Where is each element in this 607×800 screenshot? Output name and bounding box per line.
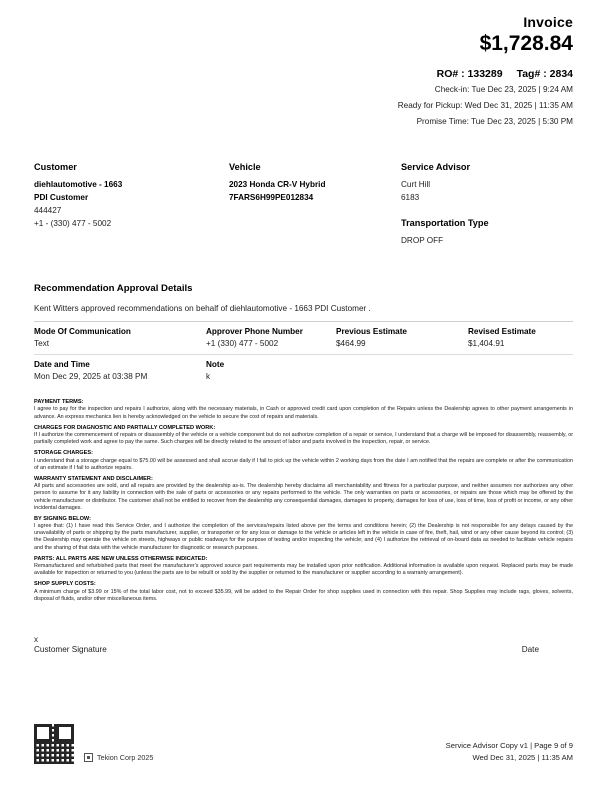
value-mode: Text	[34, 339, 50, 349]
footer-timestamp: Wed Dec 31, 2025 | 11:35 AM	[472, 752, 573, 762]
terms-heading: BY SIGNING BELOW:	[34, 515, 91, 522]
customer-name: diehlautomotive - 1663	[34, 179, 123, 189]
vehicle-title: Vehicle	[229, 161, 261, 172]
footer-copyright: Tekion Corp 2025	[97, 753, 154, 762]
parties-section	[34, 162, 573, 247]
recommendation-table	[34, 322, 573, 387]
col-header-revised-estimate: Revised Estimate	[468, 327, 536, 337]
footer-brand	[84, 753, 153, 762]
customer-block	[34, 162, 229, 247]
advisor-id: 6183	[401, 192, 420, 202]
terms-section	[34, 399, 573, 603]
advisor-title: Service Advisor	[401, 161, 471, 172]
table-row	[34, 371, 573, 387]
customer-id: 444427	[34, 205, 62, 215]
col-header-mode: Mode Of Communication	[34, 327, 131, 337]
value-date-time: Mon Dec 29, 2025 at 03:38 PM	[34, 372, 148, 382]
terms-body: I agree to pay for the inspection and repairs I authorize, along with the necessary materials, in Cash or approved credit card upon completion of the Repairs unless the Dealership agrees to other payment arrangements in advance. An express mechanics lien is hereby acknowledged on the vehicle to secure the cost of repairs and materials.	[34, 406, 573, 420]
col-header-approver-phone: Approver Phone Number	[206, 327, 303, 337]
terms-heading: PARTS: ALL PARTS ARE NEW UNLESS OTHERWISE INDICATED:	[34, 555, 208, 562]
ready-for-pickup-line: Ready for Pickup: Wed Dec 31, 2025 | 11:35 AM	[397, 100, 573, 110]
value-note: k	[206, 372, 211, 382]
transportation-type-value: DROP OFF	[401, 235, 444, 245]
copyright-icon	[84, 753, 93, 762]
signature-label: Customer Signature	[34, 644, 107, 654]
col-header-note: Note	[206, 360, 225, 370]
table-row	[34, 338, 573, 354]
signature-x-mark: x	[34, 634, 38, 644]
advisor-name: Curt Hill	[401, 179, 431, 189]
footer-right	[446, 740, 573, 764]
page-title: Invoice	[523, 14, 573, 30]
col-header-previous-estimate: Previous Estimate	[336, 327, 407, 337]
terms-body: A minimum charge of $3.99 or 15% of the total labor cost, not to exceed $35.99, will be added to the Repair Order for shop supplies used in connection with this repair. Shop Supplies may include rags, gloves, solvents, disposal of fluids, and/or other miscellaneous items.	[34, 588, 573, 602]
terms-heading: STORAGE CHARGES:	[34, 450, 93, 457]
recommendation-summary: Kent Witters approved recommendations on behalf of diehlautomotive - 1663 PDI Customer .	[34, 304, 371, 314]
promise-time-line: Promise Time: Tue Dec 23, 2025 | 5:30 PM	[416, 116, 573, 126]
vehicle-block	[229, 162, 401, 247]
signature-block	[34, 635, 107, 654]
terms-body: Remanufactured and refurbished parts that meet the manufacturer's approved source part requirements may be installed upon prior notification. Additional information is available upon request. Replaced parts may be made available for inspection or returned to you (unless the parts are to be rebuilt or sold by the supplier or returned to the manufacturer or supplier according to a warranty arrangement).	[34, 563, 573, 577]
terms-heading: WARRANTY STATEMENT AND DISCLAIMER:	[34, 475, 153, 482]
value-revised-estimate: $1,404.91	[468, 339, 505, 349]
col-header-date-time: Date and Time	[34, 360, 90, 370]
advisor-block	[401, 162, 573, 247]
table-header-row-2	[34, 355, 573, 372]
footer-copy-line: Service Advisor Copy v1 | Page 9 of 9	[445, 740, 573, 750]
qr-code-icon	[34, 724, 74, 764]
terms-body: I agree that: (1) I have read this Service Order, and I authorize the completion of the services/repairs listed above per the terms and conditions herein; (2) the Dealership is not responsible for any delays caused by the unavailability of parts or shipping by the parts manufacturer, supplier, or transporter or for any loss or damage to the vehicle or articles left in the vehicle in case of fire, theft, hail, wind or any other cause beyond its control; (3) the Dealership may operate the vehicle on streets, highways or public roadways for the purpose of testing and/or inspecting the vehicle; and (4) I authorize the retrieval of on-board data as needed to facilitate vehicle repairs and the sharing of that data with the vehicle manufacturer for diagnostic or research purposes.	[34, 523, 573, 551]
tag-number: Tag# : 2834	[516, 68, 573, 80]
recommendation-title: Recommendation Approval Details	[34, 283, 193, 295]
signature-date-label: Date	[521, 644, 539, 654]
checkin-line: Check-in: Tue Dec 23, 2025 | 9:24 AM	[434, 85, 573, 94]
value-approver-phone: +1 (330) 477 - 5002	[206, 339, 279, 349]
terms-heading: PAYMENT TERMS:	[34, 399, 84, 406]
invoice-header	[34, 0, 573, 128]
ro-tag-line	[34, 68, 573, 80]
customer-phone: +1 - (330) 477 - 5002	[34, 219, 112, 229]
invoice-total-amount: $1,728.84	[479, 32, 573, 55]
transportation-type-title: Transportation Type	[401, 217, 489, 228]
vehicle-vin: 7FARS6H99PE012834	[229, 192, 314, 202]
customer-sub: PDI Customer	[34, 192, 89, 202]
customer-title: Customer	[34, 161, 77, 172]
terms-body: All parts and accessories are sold, and all repairs are provided by the dealership as-is. The dealership hereby disclaims all merchantability and fitness for a particular purpose, and neither assumes nor authorizes any other person to assume for it any liability in connection with the sale of parts or accessories or any repairs performed to the vehicle. The only warranties on parts or accessories, or repairs are those which may be offered by the vehicle manufacturer or distributor. The customer shall not be entitled to recover from the dealership any consequential damages, damages to property, damages for loss of use, loss of time, loss of profit or income, or any other incidental damages.	[34, 483, 573, 511]
table-header-row	[34, 322, 573, 338]
terms-heading: CHARGES FOR DIAGNOSTIC AND PARTIALLY COMPLETED WORK:	[34, 424, 216, 431]
vehicle-description: 2023 Honda CR-V Hybrid	[229, 179, 326, 189]
terms-heading: SHOP SUPPLY COSTS:	[34, 581, 96, 588]
signature-section	[34, 635, 573, 654]
footer-left	[34, 724, 153, 764]
terms-body: I understand that a storage charge equal to $75.00 will be assessed and shall accrue daily if I fail to pick up the vehicle within 2 working days from the date I am notified that the repairs are complete or after the communication of an estimate if I fail to authorize repairs.	[34, 457, 573, 471]
value-previous-estimate: $464.99	[336, 339, 366, 349]
terms-body: If I authorize the commencement of repairs or disassembly of the vehicle or a vehicle component but do not authorize completion of a repair or service, I understand that a charge will be imposed for disassembly, reassembly, or partially completed work and agree to pay the same. Such charges will be directly related to the amount of labor and parts involved in the inspection, repair, or service.	[34, 432, 573, 446]
page-footer	[34, 724, 573, 764]
ro-number: RO# : 133289	[436, 68, 503, 80]
